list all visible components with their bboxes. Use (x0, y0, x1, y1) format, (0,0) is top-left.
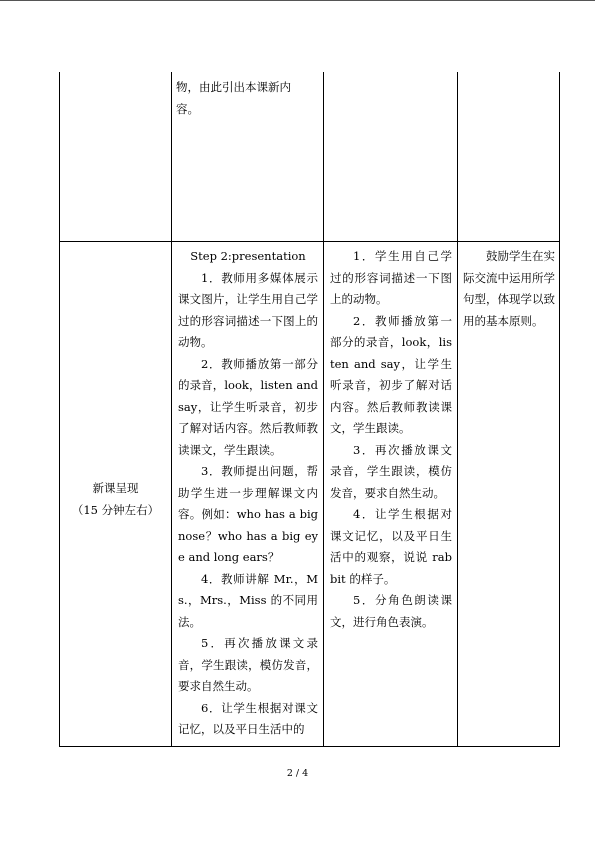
table-divider-1 (171, 72, 172, 747)
teacher-step-item: 6．让学生根据对课文记忆，以及平日生活中的 (178, 700, 318, 736)
student-step-item: 4．让学生根据对课文记忆，以及平日生活中的观察，说说 rabbit 的样子。 (330, 507, 452, 586)
table-divider-3 (457, 72, 458, 747)
page-number: 2 / 4 (286, 768, 309, 779)
table-border-right (559, 72, 560, 747)
student-step-item: 5．分角色朗读课文，进行角色表演。 (330, 593, 452, 629)
table-border-left (59, 72, 60, 747)
top-row-teacher-cell (176, 77, 316, 120)
teacher-step-item: 3．教师提出问题，帮助学生进一步理解课文内容。例如：who has a big nose？who has a big eye and long ears？ (178, 464, 318, 564)
design-intent-cell (463, 246, 555, 332)
student-step-item: 3．再次播放课文录音，学生跟读，模仿发音，要求自然生动。 (330, 442, 452, 500)
stage-duration: （15 分钟左右） (71, 502, 160, 517)
student-activity-cell (330, 246, 452, 633)
table-row-separator (59, 241, 560, 242)
student-step-item: 2．教师播放第一部分的录音，look，listen and say，让学生听录音，初步了解对话内容。然后教师教读课文，学生跟读。 (330, 313, 452, 435)
table-divider-2 (323, 72, 324, 747)
student-step-item: 1．学生用自己学过的形容词描述一下图上的动物。 (330, 249, 452, 306)
stage-name: 新课呈现 (92, 481, 139, 495)
text-line: 容。 (176, 101, 199, 116)
design-intent-text: 鼓励学生在实际交流中运用所学句型，体现学以致用的基本原则。 (463, 249, 555, 328)
header-rule (0, 0, 595, 1)
table-border-bottom (59, 746, 560, 747)
step-heading: Step 2:presentation (190, 249, 306, 263)
teacher-step-item: 5．再次播放课文录音，学生跟读，模仿发音，要求自然生动。 (178, 636, 318, 693)
text-line: 物，由此引出本课新内 (176, 80, 291, 94)
teacher-activity-cell (178, 246, 318, 741)
teacher-step-item: 2．教师播放第一部分的录音，look，listen and say，让学生听录音，初步了解对话内容。然后教师教读课文，学生跟读。 (178, 356, 318, 457)
stage-cell (60, 478, 171, 521)
teacher-step-item: 1．教师用多媒体展示课文图片，让学生用自己学过的形容词描述一下图上的动物。 (178, 270, 318, 349)
teacher-step-item: 4．教师讲解 Mr.，Ms.，Mrs.，Miss 的不同用法。 (178, 571, 318, 629)
